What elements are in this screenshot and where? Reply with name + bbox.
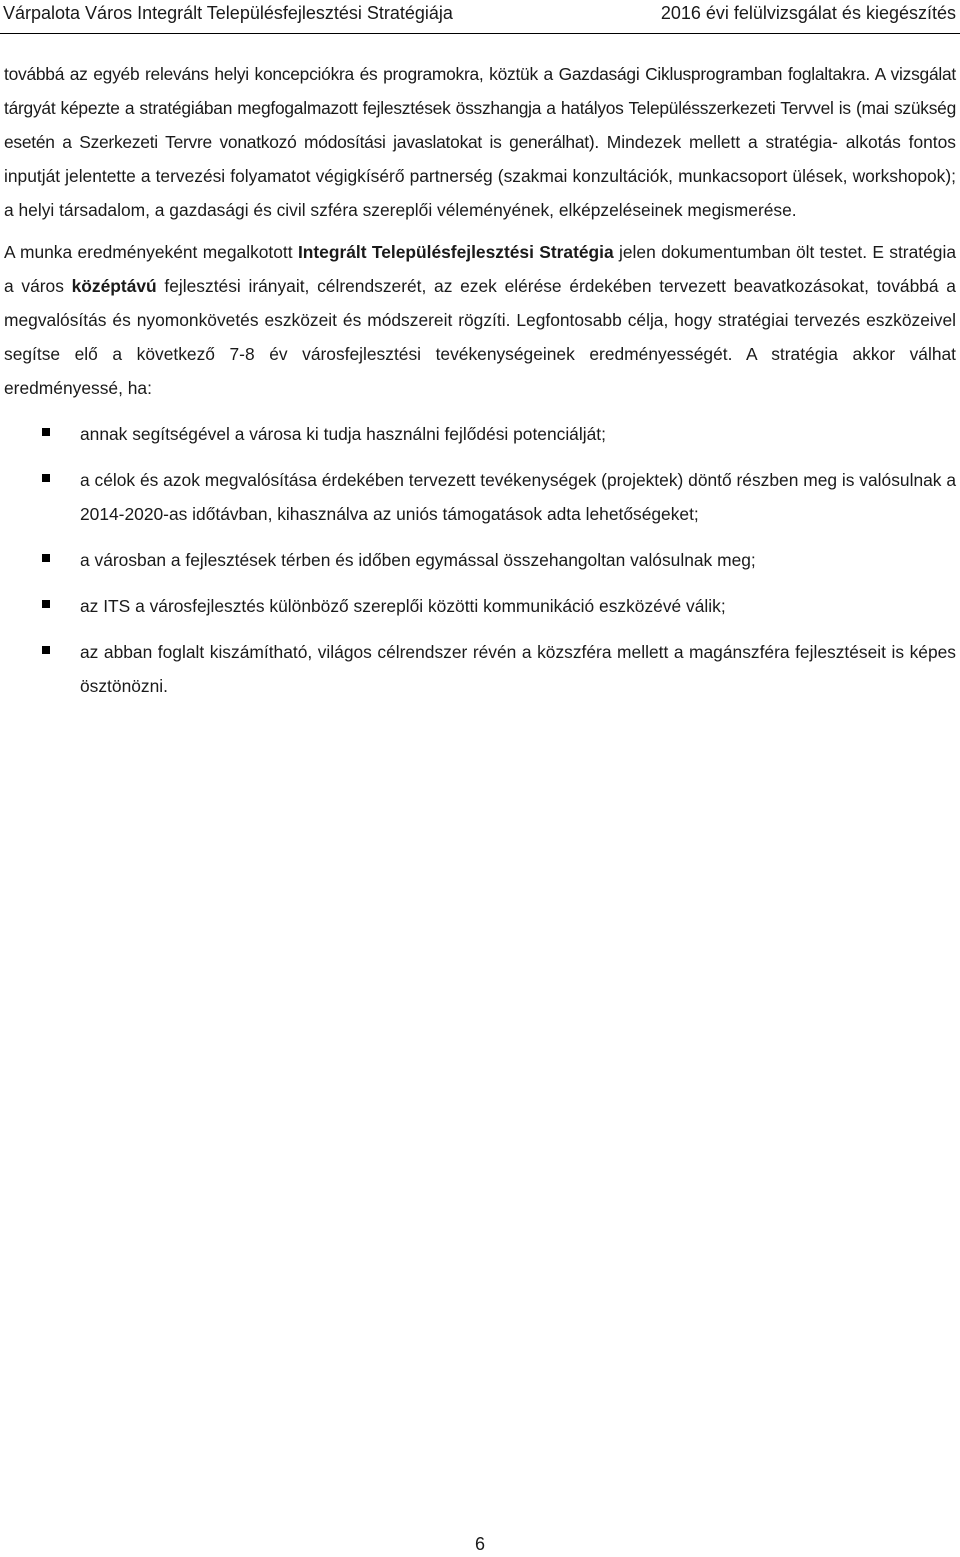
square-bullet-icon [42, 600, 50, 608]
list-item-text: a célok és azok megvalósítása érdekében tervezett tevékenységek (projektek) döntő részben meg is valósulnak a 2014-2020-as időtávban, kihasználva az uniós támogatások adta lehetőségeket; [80, 470, 956, 524]
document-title: Várpalota Város Integrált Településfejlesztési Stratégiája [3, 3, 453, 23]
paragraph-2-part-3: fejlesztési irányait, célrendszerét, az ezek elérése érdekében tervezett beavatkozásokat, továbbá a megvalósítás és nyomonkövetés eszközeit és módszereit rögzíti. Legfontosabb célja, hogy stratégiai tervezés eszközeivel segítse elő a következő 7-8 év városfejlesztési tevékenységeinek eredményességét. A stratégia akkor válhat eredményessé, ha: [4, 276, 956, 398]
bold-mid-term: középtávú [71, 276, 157, 296]
list-item [4, 635, 956, 703]
document-subtitle: 2016 évi felülvizsgálat és kiegészítés [660, 3, 956, 23]
document-body [4, 57, 956, 715]
list-item-text: annak segítségével a városa ki tudja használni fejlődési potenciálját; [80, 424, 606, 444]
list-item-text: a városban a fejlesztések térben és időben egymással összehangoltan valósulnak meg; [80, 550, 756, 570]
bold-its-title: Integrált Településfejlesztési Stratégia [297, 242, 614, 262]
list-item [4, 417, 956, 451]
conditions-list [4, 417, 956, 703]
body-paragraph-1 [4, 57, 956, 227]
paragraph-1-part-2: Mindezek mellett a stratégia- alkotás fontos inputját jelentette a tervezési folyamatot végigkísérő partnerség (szakmai konzultációk, munkacsoport ülések, workshopok); a helyi társadalom, a gazdasági és civil szféra szereplői véleményének, elképzeléseinek megismerése. [4, 132, 956, 220]
body-paragraph-2 [4, 235, 956, 405]
paragraph-2-part-1: A munka eredményeként megalkotott [4, 242, 298, 262]
square-bullet-icon [42, 474, 50, 482]
square-bullet-icon [42, 554, 50, 562]
list-item-text: az ITS a városfejlesztés különböző szereplői közötti kommunikáció eszközévé válik; [80, 596, 726, 616]
paragraph-2-part-2: jelen dokumentumban ölt testet. E stratégia a város [4, 242, 956, 296]
list-item-text: az abban foglalt kiszámítható, világos célrendszer révén a közszféra mellett a magánszféra fejlesztéseit is képes ösztönözni. [80, 642, 956, 696]
list-item [4, 543, 956, 577]
square-bullet-icon [42, 646, 50, 654]
page-number: 6 [474, 1534, 485, 1554]
paragraph-1-part-1: továbbá az egyéb releváns helyi koncepciókra és programokra, köztük a Gazdasági Ciklusprogramban foglaltakra. A vizsgálat tárgyát képezte a stratégiában megfogalmazott fejlesztések összhangja a hatályos Településszerkezeti Tervvel is (mai szükség esetén a Szerkezeti Tervre vonatkozó módosítási javaslatokat is generálhat). [4, 64, 956, 152]
square-bullet-icon [42, 428, 50, 436]
list-item [4, 463, 956, 531]
page-header [0, 0, 960, 34]
list-item [4, 589, 956, 623]
